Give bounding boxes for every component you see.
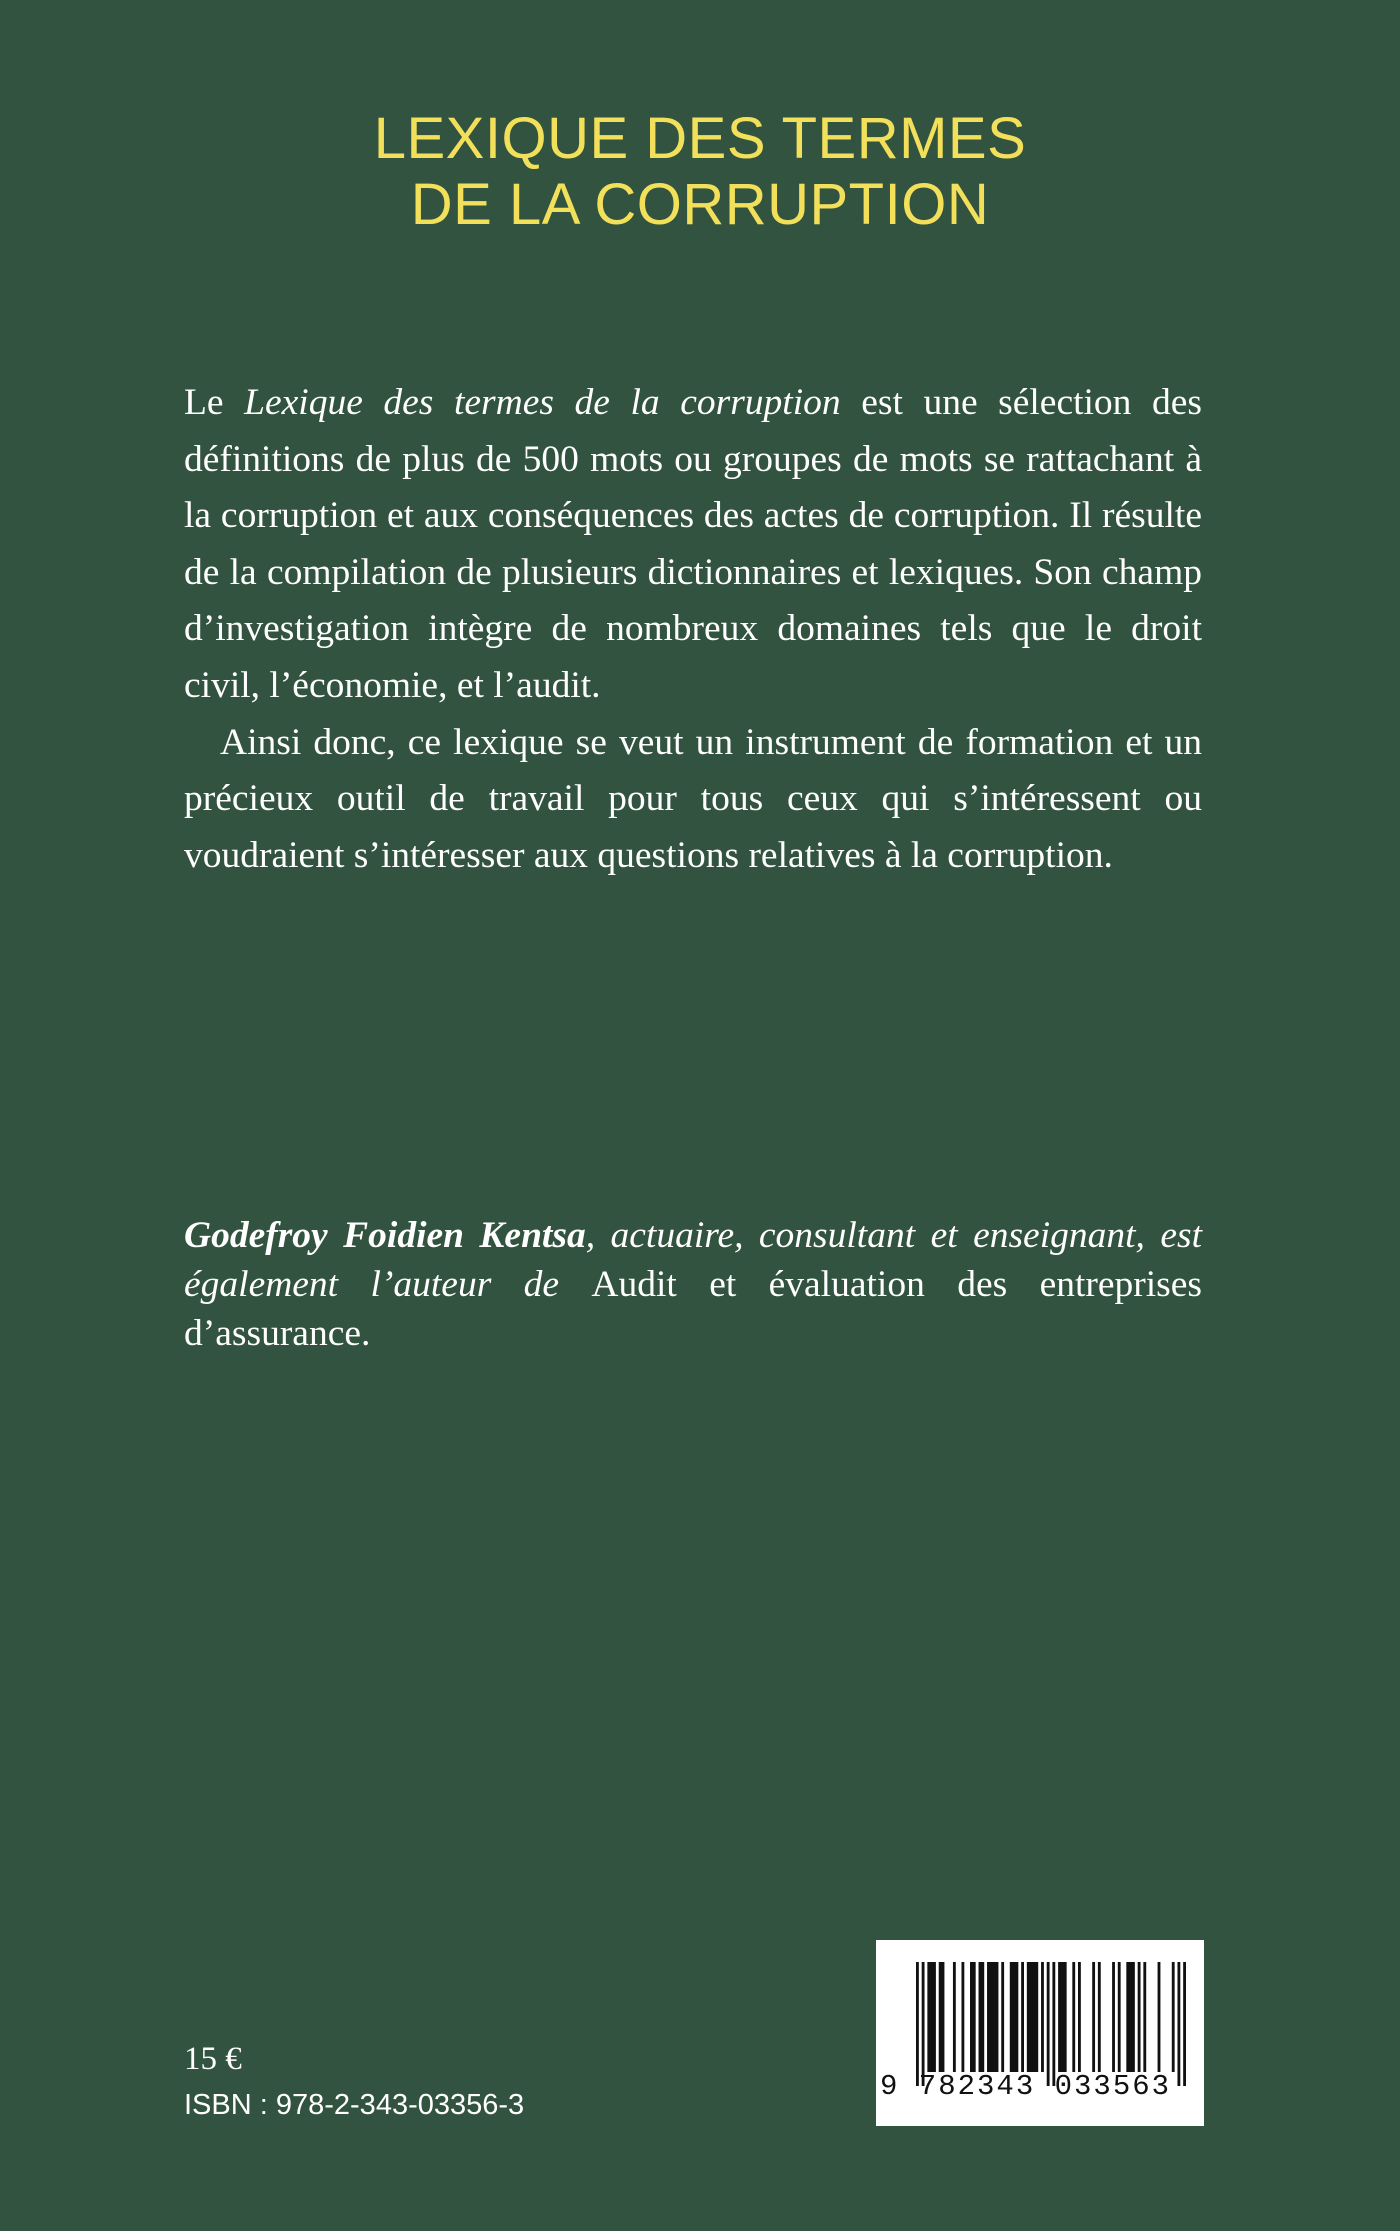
- barcode-bar: [1098, 1962, 1101, 2072]
- barcode-bar: [1138, 1962, 1141, 2072]
- barcode-bar: [1078, 1962, 1081, 2072]
- barcode-bar: [970, 1962, 976, 2072]
- barcode-bar: [1092, 1962, 1095, 2072]
- barcode-bar: [1021, 1962, 1024, 2072]
- price: 15 €: [184, 2041, 242, 2077]
- barcode-bar: [922, 1962, 925, 2086]
- isbn: ISBN : 978-2-343-03356-3: [184, 2089, 525, 2121]
- barcode-bar: [1058, 1962, 1067, 2072]
- barcode-bar: [961, 1962, 964, 2072]
- book-description: [184, 375, 1202, 884]
- barcode-bar: [987, 1962, 998, 2072]
- barcode-bar: [1027, 1962, 1038, 2072]
- barcode-bar: [1072, 1962, 1075, 2072]
- barcode-bar: [1112, 1962, 1115, 2072]
- barcode: [876, 1940, 1204, 2126]
- author-other-book: Audit et évaluation des entreprises d’assurance.: [184, 1264, 1202, 1354]
- barcode-bar: [1052, 1962, 1055, 2086]
- description-paragraph-2: Ainsi donc, ce lexique se veut un instrument de formation et un précieux outil de travail pour tous ceux qui s’intéressent ou voudraient s’intéresser aux questions relatives à la corruption.: [184, 721, 1202, 876]
- barcode-digits: 9 782343 033563: [880, 2070, 1172, 2103]
- barcode-bar: [1047, 1962, 1050, 2086]
- barcode-bars: [916, 1962, 1186, 2086]
- title-line-2: DE LA CORRUPTION: [410, 172, 990, 237]
- barcode-bar: [1126, 1962, 1135, 2072]
- description-text: est une sélection des définitions de plus de 500 mots ou groupes de mots se rattachant à la corruption et aux conséquences des actes de corruption. Il résulte de la compilation de plusieurs dictionnaires et lexiques. Son champ d’investigation intègre de nombreux domaines tels que le droit civil, l’économie, et l’audit.: [184, 382, 1202, 706]
- description-prefix: Le: [184, 382, 245, 423]
- barcode-bar: [1118, 1962, 1121, 2072]
- barcode-bar: [939, 1962, 945, 2072]
- description-book-title: Lexique des termes de la corruption: [244, 382, 841, 423]
- barcode-bar: [953, 1962, 956, 2072]
- book-title: [0, 106, 1400, 238]
- author-role: , actuaire, consultant et enseignant, est également l’auteur de: [184, 1215, 1203, 1305]
- barcode-bar: [1001, 1962, 1004, 2072]
- author-name: Godefroy Foidien Kentsa: [184, 1215, 586, 1256]
- barcode-bar: [1041, 1962, 1044, 2072]
- barcode-bar: [979, 1962, 985, 2072]
- author-bio: [184, 1211, 1202, 1358]
- barcode-bar: [916, 1962, 919, 2086]
- description-paragraph-1: [184, 375, 1202, 715]
- barcode-bar: [1158, 1962, 1161, 2072]
- barcode-bar: [1183, 1962, 1186, 2086]
- title-line-1: LEXIQUE DES TERMES: [373, 106, 1027, 171]
- barcode-bar: [927, 1962, 936, 2072]
- barcode-bar: [1143, 1962, 1146, 2072]
- barcode-bar: [1177, 1962, 1180, 2086]
- barcode-bar: [1010, 1962, 1019, 2072]
- barcode-bar: [1172, 1962, 1175, 2072]
